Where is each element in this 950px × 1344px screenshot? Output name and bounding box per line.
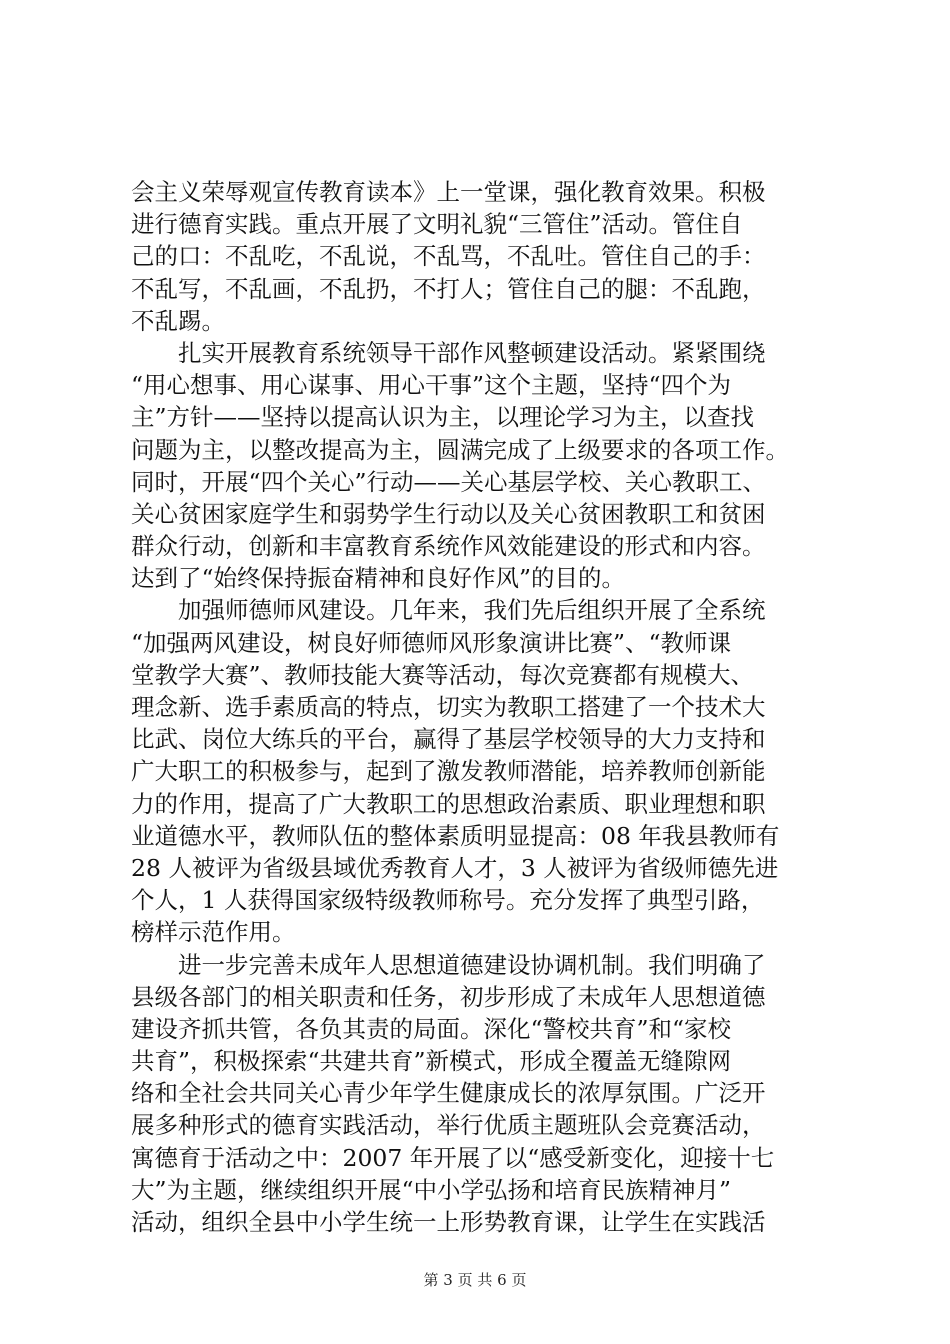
text-line: 加强师德师风建设。几年来，我们先后组织开展了全系统 <box>131 596 766 625</box>
text-line: 个人，1 人获得国家级特级教师称号。充分发挥了典型引路， <box>131 886 765 915</box>
text-line: 进一步完善未成年人思想道德建设协调机制。我们明确了 <box>131 950 766 979</box>
text-line: 榜样示范作用。 <box>131 918 296 947</box>
document-body <box>131 176 831 1238</box>
text-line: 扎实开展教育系统领导干部作风整顿建设活动。紧紧围绕 <box>131 338 766 367</box>
text-line: 关心贫困家庭学生和弱势学生行动以及关心贫困教职工和贫困 <box>131 499 766 528</box>
text-line: 建设齐抓共管，各负其责的局面。深化“警校共育”和“家校 <box>131 1014 732 1043</box>
text-line: 络和全社会共同关心青少年学生健康成长的浓厚氛围。广泛开 <box>131 1079 766 1108</box>
text-line: 共育”，积极探索“共建共育”新模式，形成全覆盖无缝隙网 <box>131 1047 732 1076</box>
text-line: 力的作用，提高了广大教职工的思想政治素质、职业理想和职 <box>131 789 766 818</box>
text-line: 比武、岗位大练兵的平台，赢得了基层学校领导的大力支持和 <box>131 725 766 754</box>
text-line: “用心想事、用心谋事、用心干事”这个主题，坚持“四个为 <box>131 371 732 400</box>
text-line: 不乱写，不乱画，不乱扔，不打人；管住自己的腿：不乱跑， <box>131 274 766 303</box>
text-line: 达到了“始终保持振奋精神和良好作风”的目的。 <box>131 564 626 593</box>
text-line: 群众行动，创新和丰富教育系统作风效能建设的形式和内容。 <box>131 532 766 561</box>
text-line: 会主义荣辱观宣传教育读本》上一堂课，强化教育效果。积极 <box>131 178 766 206</box>
text-line: 不乱踢。 <box>131 306 225 335</box>
text-line: “加强两风建设，树良好师德师风形象演讲比赛”、“教师课 <box>131 628 732 657</box>
text-line: 活动，组织全县中小学生统一上形势教育课，让学生在实践活 <box>131 1208 766 1236</box>
text-line: 主”方针——坚持以提高认识为主，以理论学习为主，以查找 <box>131 403 755 432</box>
page-number-footer: 第 3 页 共 6 页 <box>423 1271 527 1289</box>
text-line: 县级各部门的相关职责和任务，初步形成了未成年人思想道德 <box>131 982 766 1011</box>
text-line: 堂教学大赛”、教师技能大赛等活动，每次竞赛都有规模大、 <box>131 660 755 689</box>
text-line: 问题为主，以整改提高为主，圆满完成了上级要求的各项工作。 <box>131 435 789 464</box>
text-line: 大”为主题，继续组织开展“中小学弘扬和培育民族精神月” <box>131 1175 732 1204</box>
text-line: 28 人被评为省级县域优秀教育人才，3 人被评为省级师德先进 <box>131 853 779 882</box>
text-line: 展多种形式的德育实践活动，举行优质主题班队会竞赛活动， <box>131 1111 766 1140</box>
text-line: 己的口：不乱吃，不乱说，不乱骂，不乱吐。管住自己的手： <box>131 242 766 271</box>
text-line: 理念新、选手素质高的特点，切实为教职工搭建了一个技术大 <box>131 693 766 721</box>
text-line: 同时，开展“四个关心”行动——关心基层学校、关心教职工、 <box>131 467 767 496</box>
text-line: 寓德育于活动之中：2007 年开展了以“感受新变化，迎接十七 <box>131 1143 775 1172</box>
text-line: 进行德育实践。重点开展了文明礼貌“三管住”活动。管住自 <box>131 210 743 239</box>
text-line: 广大职工的积极参与，起到了激发教师潜能，培养教师创新能 <box>131 757 766 786</box>
text-line: 业道德水平，教师队伍的整体素质明显提高：08 年我县教师有 <box>131 821 780 850</box>
